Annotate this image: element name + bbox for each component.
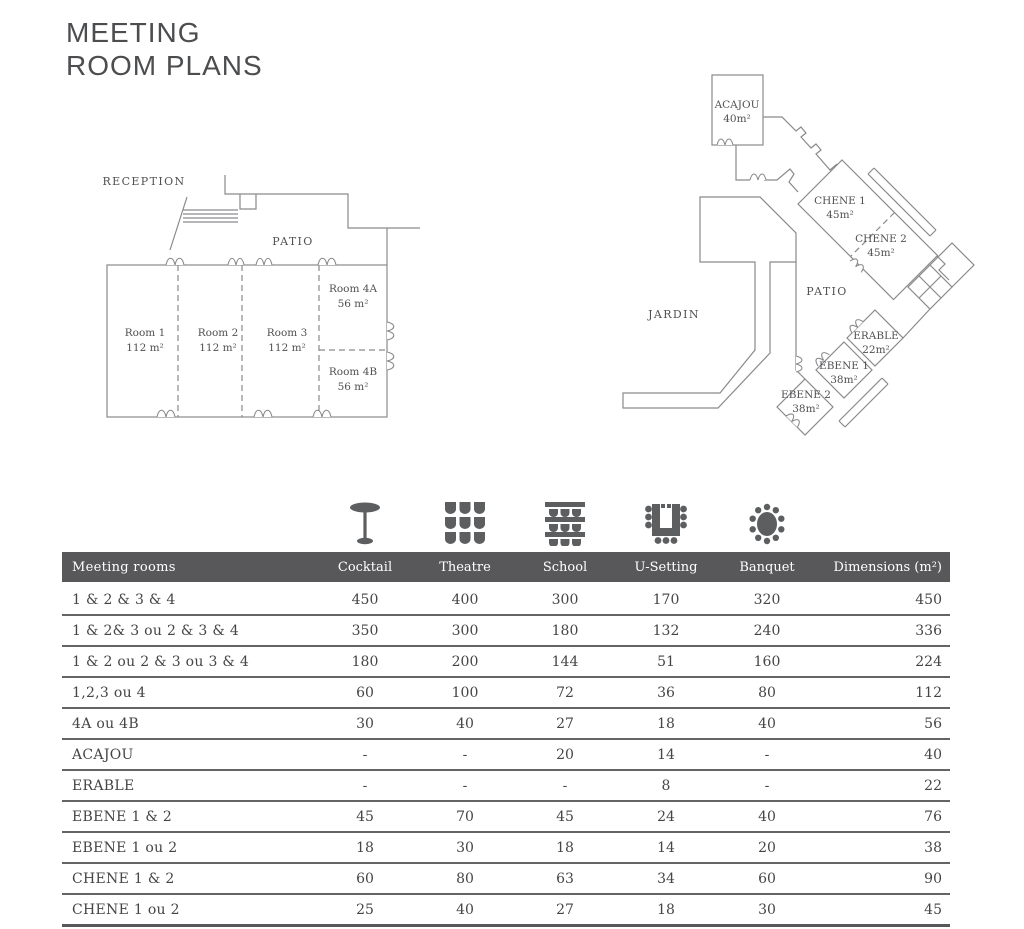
table-row: 4A ou 4B 30 40 27 18 40 56 (62, 709, 950, 740)
col-header-school: School (542, 559, 588, 575)
school-seating-icon (515, 502, 615, 546)
col-header-dimensions: Dimensions (m²) (833, 559, 942, 575)
table-row: 1,2,3 ou 4 60 100 72 36 80 112 (62, 678, 950, 709)
chene-1-area: 45m² (826, 209, 854, 221)
table-row: CHENE 1 & 2 60 80 63 34 60 90 (62, 864, 950, 895)
col-header-theatre: Theatre (439, 559, 491, 575)
theatre-seating-icon (415, 502, 515, 546)
table-row: CHENE 1 ou 2 25 40 27 18 30 45 (62, 895, 950, 927)
left-plan-walls (107, 175, 420, 417)
stairs-icon (183, 210, 238, 222)
right-plan-walls (623, 75, 974, 435)
table-row: ERABLE - - - 8 - 22 (62, 771, 950, 802)
room-2-label: Room 2 (197, 327, 239, 339)
jardin-label: JARDIN (648, 308, 700, 321)
erable-label: ERABLE (853, 330, 899, 342)
col-header-cocktail: Cocktail (337, 559, 393, 575)
ebene-2-label: EBENE 2 (781, 389, 831, 401)
col-header-banquet: Banquet (739, 559, 795, 575)
acajou-label: ACAJOU (714, 99, 760, 111)
table-row: EBENE 1 ou 2 18 30 18 14 20 38 (62, 833, 950, 864)
ebene-1-label: EBENE 1 (819, 360, 869, 372)
page-title-line2: ROOM PLANS (66, 50, 263, 81)
col-header-u-setting: U-Setting (634, 559, 698, 575)
left-floor-plan (88, 158, 438, 448)
capacity-table-section (62, 478, 950, 927)
chene-2-label: CHENE 2 (855, 233, 907, 245)
room-4b-area: 56 m² (337, 381, 369, 393)
patio-label-left: PATIO (272, 235, 314, 248)
room-1-label: Room 1 (124, 327, 166, 339)
acajou-area: 40m² (723, 113, 751, 125)
ebene-1-area: 38m² (830, 374, 858, 386)
table-row: EBENE 1 & 2 45 70 45 24 40 76 (62, 802, 950, 833)
room-3-label: Room 3 (266, 327, 308, 339)
ebene-2-area: 38m² (792, 403, 820, 415)
room-4a-label: Room 4A (328, 283, 378, 295)
table-row: 1 & 2& 3 ou 2 & 3 & 4 350 300 180 132 240 336 (62, 616, 950, 647)
table-row: ACAJOU - - 20 14 - 40 (62, 740, 950, 771)
page-title (66, 16, 263, 82)
u-setting-icon (615, 502, 717, 546)
cocktail-table-icon (315, 502, 415, 546)
chene-2-area: 45m² (867, 247, 895, 259)
table-body (62, 585, 950, 927)
reception-label: RECEPTION (102, 175, 186, 188)
patio-label-right: PATIO (806, 285, 848, 298)
col-header-meeting-rooms: Meeting rooms (72, 559, 176, 575)
table-row: 1 & 2 ou 2 & 3 ou 3 & 4 180 200 144 51 160 224 (62, 647, 950, 678)
page-title-line1: MEETING (66, 17, 201, 48)
setup-icons-row (62, 478, 950, 546)
room-1-area: 112 m² (126, 342, 164, 354)
table-row: 1 & 2 & 3 & 4 450 400 300 170 320 450 (62, 585, 950, 616)
room-4b-label: Room 4B (328, 366, 378, 378)
room-4a-area: 56 m² (337, 298, 369, 310)
chene-1-label: CHENE 1 (814, 195, 866, 207)
room-3-area: 112 m² (268, 342, 306, 354)
erable-area: 22m² (862, 344, 890, 356)
banquet-table-icon (717, 502, 817, 546)
table-header-row (62, 552, 950, 582)
room-2-area: 112 m² (199, 342, 237, 354)
right-floor-plan (600, 60, 1024, 462)
